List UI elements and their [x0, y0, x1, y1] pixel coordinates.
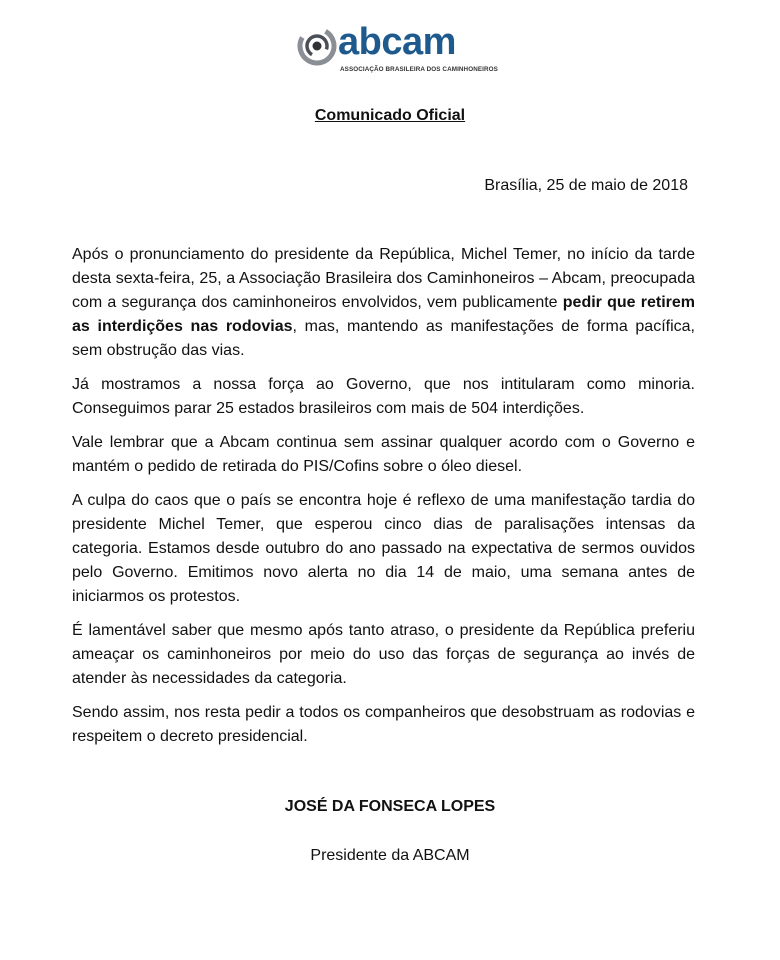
- paragraph: A culpa do caos que o país se encontra hoje é reflexo de uma manifestação tardia do presidente Michel Temer, que esperou cinco dias de paralisações intensas da categoria. Estamos desde outubro do ano passado na expectativa de sermos ouvidos pelo Governo. Emitimos novo alerta no dia 14 de maio, uma semana antes de iniciarmos os protestos.: [72, 492, 695, 605]
- abcam-swirl-logo-icon: [297, 26, 337, 66]
- signature-role: Presidente da ABCAM: [310, 847, 470, 864]
- document-title: Comunicado Oficial: [314, 107, 466, 124]
- paragraph-text: Após o pronunciamento do presidente da República, Michel Temer, no início da tarde desta sexta-feira, 25, a Associação Brasileira dos Caminhoneiros – Abcam, preocupada com a segurança dos caminhoneiros envolvidos, vem publicamente: [72, 246, 695, 311]
- abcam-logo: [297, 21, 498, 76]
- paragraph: [72, 243, 695, 363]
- paragraph: Vale lembrar que a Abcam continua sem assinar qualquer acordo com o Governo e mantém o pedido de retirada do PIS/Cofins sobre o óleo diesel.: [72, 434, 695, 475]
- document-body: [72, 243, 695, 759]
- signature-name: JOSÉ DA FONSECA LOPES: [284, 798, 496, 815]
- paragraph-text: , mas, mantendo as manifestações de forma pacífica, sem obstrução das vias.: [72, 318, 695, 359]
- paragraph: É lamentável saber que mesmo após tanto atraso, o presidente da República preferiu ameaçar os caminhoneiros por meio do uso das forças de segurança ao invés de atender às necessidades da categoria.: [72, 622, 695, 687]
- paragraph-bold-text: pedir que retirem as interdições nas rodovias: [72, 294, 696, 335]
- logo-wordmark: abcam: [338, 21, 456, 63]
- document-date: Brasília, 25 de maio de 2018: [484, 177, 688, 194]
- logo-tagline: ASSOCIAÇÃO BRASILEIRA DOS CAMINHONEIROS: [340, 66, 498, 73]
- paragraph: Já mostramos a nossa força ao Governo, que nos intitularam como minoria. Conseguimos parar 25 estados brasileiros com mais de 504 interdições.: [72, 376, 695, 417]
- paragraph: Sendo assim, nos resta pedir a todos os companheiros que desobstruam as rodovias e respeitem o decreto presidencial.: [72, 704, 695, 745]
